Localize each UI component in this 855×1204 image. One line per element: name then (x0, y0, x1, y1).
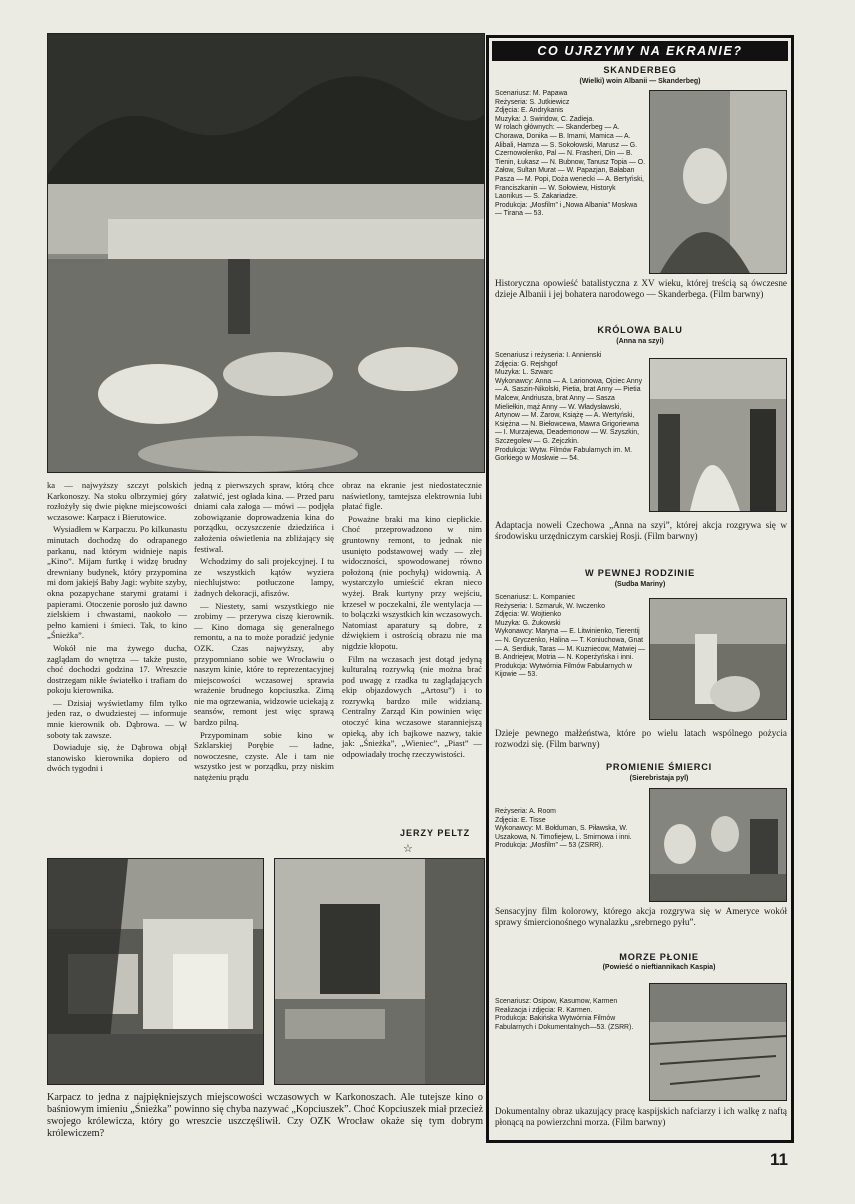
film-credits: Scenariusz: M. Papawa Reżyseria: S. Jutkiewicz Zdjęcia: E. Andrykanis Muzyka: J. Swiridow, C. Zadieja. W rolach głównych: — Skanderbeg — A. Chorawa, Donika — B. Imami, Mamica — A. Alibali, Hamza — S. Sokołowski, Marusz — G. Czernowolenko, Pal — N. Frasheri, Din — B. Tienin, Łukasz — N. Bubnow, Tanusz Topia — O. Załow, Sultan Murat — W. Papazjan, Bałaban Pasza — M. Popi, Doża wenecki — A. Bertyński, Franciszkanin — W. Sołowiew, Historyk Laonikus — S. Zakariadze. Produkcja: „Mosfilm” i „Nowa Albania” Moskwa — Tirana — 53. (495, 90, 646, 218)
photo-caption: Karpacz to jedna z najpiękniejszych miejscowości wczasowych w Karkonoszach. Ale tutejsze kino o baśniowym imieniu „Śnieżka” powinno się chyba nazywać „Kopciuszek”. Choć Kopciuszek miał przecież swojego królewicza, który go wreszcie uszczęśliwił. Czy OZK Wrocław okaże się tym dobrym królewiczem? (47, 1092, 483, 1139)
article-paragraph: — Dzisiaj wyświetlamy film tylko jeden raz, o dwudziestej — informuje mnie kierownik ob. Dąbrowa. — W soboty tak zawsze. (47, 697, 187, 740)
article-column-2 (194, 480, 334, 785)
film-credits: Scenariusz: Osipow, Kasumow, Karmen Realizacja i zdjęcia: R. Karmen. Produkcja: Bakińska Wytwórnia Filmów Fabularnych i Dokumentalnych—53. (ZSRR). (495, 998, 634, 1031)
film-credits: Scenariusz: L. Kompaniec Reżyseria: I. Szmaruk, W. Iwczenko Zdjęcia: W. Wojtienko Muzyka: G. Żukowski Wykonawcy: Maryna — E. Litwinienko, Tierentij — N. Gryczenko, Halina — T. Koniuchowa, Gnat — A. Serdiuk, Taras — M. Kuzniecow, Matwiej — B. Andriejew, Motria — N. Koperżyńska i inni. Produkcja: Wytwórnia Filmów Fabularnych w Kijowie — 53. (495, 594, 645, 679)
film-listings-panel (486, 35, 794, 1143)
film-title: MORZE PŁONIE (619, 952, 699, 962)
page-number: 11 (770, 1150, 788, 1169)
film-title: KRÓLOWA BALU (597, 325, 683, 335)
article-paragraph: Przypominam sobie kino w Szklarskiej Porębie — ładne, nowoczesne, czyste. Ale i tam nie wszystko jest w porządku, przy niskim natężeniu prądu (194, 729, 334, 783)
film-credits: Scenariusz i reżyseria: I. Annienski Zdjęcia: G. Rejshgof Muzyka: L. Szwarc Wykonawcy: Anna — A. Larionowa, Ojciec Anny — A. Saszin-Nikolski, Pietia, brat Anny — Pietia Malcew, Andriusza, brat Anny — Sasza Mieliełkin, mąż Anny — W. Władysławski, Artynow — M. Żarow, Książę — A. Wertyński, Księżna — N. Biełowcewa, Mawra Grigoriewna — I. Murzajewa, Deademonow — W. Szyszkin, Szczegolew — G. Zejczkin. Produkcja: Wytw. Filmów Fabularnych im. M. Gorkiego w Moskwie — 54. (495, 352, 643, 463)
article-column-1 (47, 480, 187, 776)
film-still-w-pewnej-rodzinie (649, 598, 787, 720)
photo-cinema-building (47, 858, 264, 1085)
film-title: W PEWNEJ RODZINIE (584, 568, 696, 578)
article-paragraph: Wokół nie ma żywego ducha, zaglądam do wnętrza — także pusto, choć dochodzi godzina 17. Wreszcie dostrzegam nikłe światełko i trafiam do pokoju kierownika. (47, 642, 187, 696)
film-description: Dokumentalny obraz ukazujący pracę kaspijskich nafciarzy i ich walkę z naftą płonącą na powierzchni morza. (Film barwny) (495, 1106, 787, 1127)
film-subtitle: (Sudba Mariny) (614, 581, 666, 588)
film-description: Dzieje pewnego małżeństwa, które po wielu latach wspólnego pożycia rozwodzi się. (Film barwny) (495, 728, 787, 749)
film-subtitle: (Sierebristaja pyl) (629, 775, 689, 782)
article-paragraph: ka — najwyższy szczyt polskich Karkonoszy. Na stoku olbrzymiej góry rozłożyły się dwie piękne miejscowości wczasowe: Karpacz i Bierutowice. (47, 480, 187, 522)
article-paragraph: Wysiadłem w Karpaczu. Po kilkunastu minutach dochodzę do odrapanego parkanu, nad którym widnieje napis „Kino”. Mijam furtkę i widzę brudny drewniany budynek, który przypomina mi dom jakiejś Baby Jagi: wybite szyby, okna pozapychane starymi gratami i papierami. Otoczenie porosło już dawno zielskiem i chwastami, naokoło — pełno kamieni i śmieci. Tak, to kino „Śnieżka”. (47, 524, 187, 641)
film-title: PROMIENIE ŚMIERCI (606, 762, 712, 772)
article-paragraph: Film na wczasach jest dotąd jedyną kulturalną rozrywką (nie można brać pod uwagę z rzadka tu zaglądających ekip objazdowych „Artosu”) i to rozrywką bardzo mile widzianą. Centralny Zarząd Kin powinien więc otoczyć kina wczasowe staranniejszą opieką, aby ich bajkowe nazwy, takie jak: „Śnieżka”, „Wieniec”, „Piast” — odpowiadały trochę rzeczywistości. (342, 653, 482, 759)
article-paragraph: Poważne braki ma kino ciepłickie. Choć przeprowadzono w nim gruntowny remont, to jednak nie usunięto podstawowej wady — złej widoczności, spowodowanej równo położoną (nie pochyłą) widownią. A wystarczyło umieścić ekran nieco wyżej. Brak kurtyny przy wejściu, krzeseł w poczekalni, źle wentylacja — to bolączki wszystkich kin wczasowych. Natomiast aparatury są dobre, z dźwiękiem i ostrością obrazu nie ma nigdzie kłopotu. (342, 513, 482, 651)
film-credits: Reżyseria: A. Room Zdjęcia: E. Tisse Wykonawcy: M. Bołduman, S. Piławska, W. Uszakowa, N. Timofiejew, L. Smirnowa i inni. Produkcja: „Mosfilm” — 53 (ZSRR). (495, 808, 632, 850)
panel-banner: CO UJRZYMY NA EKRANIE? (492, 41, 788, 61)
author-signature: JERZY PELTZ (400, 828, 471, 838)
article-paragraph: — Niestety, sami wszystkiego nie zrobimy — przerywa ciszę kierownik. — Kino domaga się generalnego remontu, a na to może poradzić jedynie OZK. Czas najwyższy, aby przypomniano sobie we Wrocławiu o naszym kinie, które to reprezentacyjnej miejscowości wczasowej sprawia wrażenie brudnego kopciuszka. Zimą nie ma ogrzewania, widzowie uciekają z seansów, remont jest więc sprawą bardzo pilną. (194, 600, 334, 728)
film-description: Adaptacja noweli Czechowa „Anna na szyi”, której akcja rozgrywa się w środowisku urzędniczym carskiej Rosji. (Film barwny) (495, 520, 787, 541)
film-description: Sensacyjny film kolorowy, którego akcja rozgrywa się w Ameryce wokół sprawy śmiercionośnego wynalazku „srebrnego pyłu”. (495, 906, 787, 927)
section-star-ornament: ☆ (403, 843, 413, 855)
film-title: SKANDERBEG (603, 65, 677, 75)
film-still-krolowa-balu (649, 358, 787, 512)
film-subtitle: (Anna na szyi) (616, 338, 664, 345)
film-subtitle: (Wielki) woin Albanii — Skanderbeg) (579, 78, 701, 85)
article-paragraph: obraz na ekranie jest niedostatecznie naświetlony, tamtejsza elektrownia lubi płatać figle. (342, 480, 482, 512)
film-still-skanderbeg (649, 90, 787, 274)
article-paragraph: Wchodzimy do sali projekcyjnej. I tu ze wszystkich kątów wyziera niechlujstwo: potłuczone lampy, żadnych dekoracji, afiszów. (194, 556, 334, 598)
article-column-3 (342, 480, 482, 761)
photo-cinema-entrance (274, 858, 485, 1085)
film-still-promienie-smierci (649, 788, 787, 902)
article-paragraph: Dowiaduje się, że Dąbrowa objął stanowisko kierownika dopiero od dwóch tygodni i (47, 742, 187, 774)
film-subtitle: (Powieść o nieftiannikach Kaspia) (602, 964, 716, 971)
photo-beach-karpacz (47, 33, 485, 473)
film-still-morze-plonie (649, 983, 787, 1101)
article-paragraph: jedną z pierwszych spraw, którą chce załatwić, jest ogłada kina. — Przed paru dniami cała załoga — mówi — podjęła zobowiązanie doprowadzenia kina do porządku, oczyszczenie dziedzińca i założenia oświetlenia na zbliżający się festiwal. (194, 480, 334, 554)
film-description: Historyczna opowieść batalistyczna z XV wieku, której treścią są ówczesne dzieje Albanii i jej bohatera narodowego — Skanderbega. (Film barwny) (495, 278, 787, 299)
